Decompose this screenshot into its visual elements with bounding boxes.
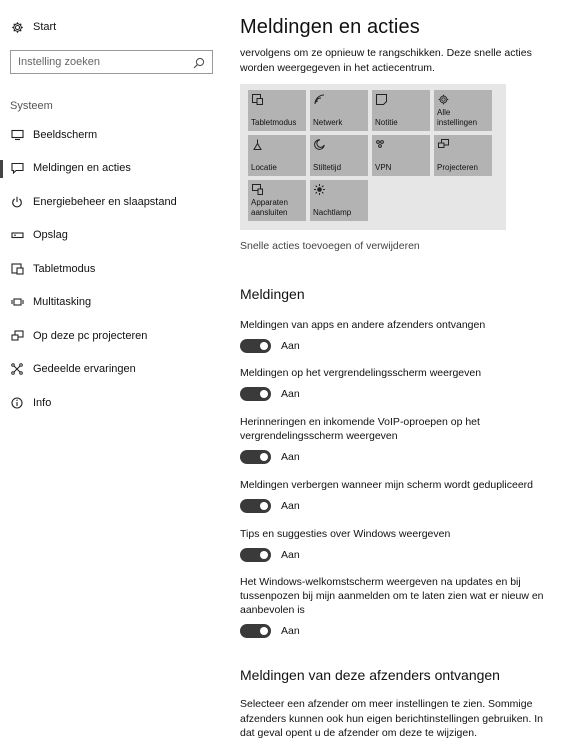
sidebar-item-label: Tabletmodus [33, 262, 96, 275]
display-icon [10, 128, 24, 142]
power-icon [10, 195, 24, 209]
sidebar-item-project[interactable] [0, 319, 222, 353]
quick-action-label: Locatie [251, 162, 277, 172]
search-icon[interactable] [193, 56, 205, 68]
setting-tips-suggestions [240, 527, 552, 562]
add-remove-quick-actions-link[interactable]: Snelle acties toevoegen of verwijderen [240, 240, 420, 252]
tablet-mode-icon [10, 262, 24, 276]
quick-action-label: Notitie [375, 117, 398, 127]
toggle-state: Aan [281, 500, 300, 512]
storage-icon [10, 228, 24, 242]
info-icon [10, 396, 24, 410]
setting-reminders-voip [240, 415, 552, 464]
sidebar-item-label: Multitasking [33, 296, 92, 309]
toggle-state: Aan [281, 451, 300, 463]
project-icon [10, 329, 24, 343]
page-title: Meldingen en acties [240, 16, 420, 38]
setting-label: Meldingen op het vergrendelingsscherm weergeven [240, 367, 482, 379]
toggle-switch[interactable] [240, 387, 271, 401]
start-label: Start [33, 21, 57, 33]
toggle-switch[interactable] [240, 499, 271, 513]
start-link[interactable] [10, 20, 56, 34]
toggle-state: Aan [281, 340, 300, 352]
sidebar-item-info[interactable] [0, 386, 222, 420]
sidebar-item-multitasking[interactable] [0, 286, 222, 320]
setting-label: Tips en suggesties over Windows weergeven [240, 528, 451, 540]
sidebar-item-tablet-mode[interactable] [0, 252, 222, 286]
night-light-icon [314, 184, 325, 195]
quick-action-label: Nachtlamp [313, 207, 352, 217]
sidebar-item-label: Opslag [33, 229, 68, 242]
quick-action-all-settings[interactable] [434, 90, 492, 131]
search-box[interactable] [10, 50, 213, 74]
sidebar-item-label: Energiebeheer en slaapstand [33, 195, 177, 208]
network-icon [314, 94, 325, 105]
senders-section-title: Meldingen van deze afzenders ontvangen [240, 667, 500, 683]
quick-action-location[interactable] [248, 135, 306, 176]
toggle-state: Aan [281, 388, 300, 400]
quick-action-quiet-hours[interactable] [310, 135, 368, 176]
quick-action-note[interactable] [372, 90, 430, 131]
sidebar-nav [0, 118, 222, 420]
setting-lockscreen-notifications [240, 366, 552, 401]
quick-action-label: VPN [375, 162, 392, 172]
sidebar-item-label: Info [33, 396, 52, 409]
quick-actions-grid [240, 84, 506, 230]
setting-app-notifications [240, 318, 552, 353]
settings-icon [438, 94, 449, 105]
quick-action-label: Tabletmodus [251, 117, 297, 127]
quick-action-connect[interactable] [248, 180, 306, 221]
quick-action-tablet-mode[interactable] [248, 90, 306, 131]
quick-action-label: Projecteren [437, 162, 478, 172]
toggle-state: Aan [281, 549, 300, 561]
search-input[interactable] [18, 56, 193, 68]
sidebar-item-notifications[interactable] [0, 152, 222, 186]
quick-action-night-light[interactable] [310, 180, 368, 221]
intro-text: vervolgens om ze opnieuw te rangschikken. Deze snelle acties worden weergegeven in het actiecentrum. [240, 47, 532, 74]
toggle-state: Aan [281, 625, 300, 637]
sidebar-item-storage[interactable] [0, 219, 222, 253]
quick-action-label: Alle instellingen [437, 108, 478, 127]
gear-icon [10, 20, 24, 34]
setting-label: Herinneringen en inkomende VoIP-oproepen op het vergrendelingsscherm weergeven [240, 416, 480, 442]
vpn-icon [376, 139, 387, 150]
location-icon [252, 139, 263, 150]
quick-action-label: Stiltetijd [313, 162, 342, 172]
shared-experiences-icon [10, 362, 24, 376]
toggle-switch[interactable] [240, 339, 271, 353]
setting-label: Het Windows-welkomstscherm weergeven na updates en bij tussenpozen bij mijn aanmelden om te laten zien wat er nieuw en aanbevolen is [240, 576, 544, 616]
sidebar-item-label: Gedeelde ervaringen [33, 363, 136, 376]
quick-action-project[interactable] [434, 135, 492, 176]
tablet-mode-icon [252, 94, 263, 105]
quick-action-network[interactable] [310, 90, 368, 131]
toggle-switch[interactable] [240, 548, 271, 562]
toggle-switch[interactable] [240, 450, 271, 464]
sidebar-item-label: Op deze pc projecteren [33, 329, 148, 342]
quick-action-vpn[interactable] [372, 135, 430, 176]
quick-action-label: Apparaten aansluiten [251, 198, 288, 217]
setting-welcome-experience [240, 575, 552, 638]
toggle-switch[interactable] [240, 624, 271, 638]
notifications-section-title: Meldingen [240, 286, 305, 302]
sidebar-item-label: Beeldscherm [33, 128, 98, 141]
sidebar-item-display[interactable] [0, 118, 222, 152]
note-icon [376, 94, 387, 105]
sidebar-item-power[interactable] [0, 185, 222, 219]
setting-hide-when-duplicating [240, 478, 552, 513]
sidebar-item-shared-experiences[interactable] [0, 353, 222, 387]
connect-icon [252, 184, 263, 195]
sidebar-item-label: Meldingen en acties [33, 162, 131, 175]
quiet-hours-icon [314, 139, 325, 150]
senders-description: Selecteer een afzender om meer instellingen te zien. Sommige afzenders kunnen ook hun eigen berichtinstellingen gebruiken. In dat geval opent u de afzender om deze te wijzigen. [240, 698, 543, 739]
notifications-icon [10, 161, 24, 175]
project-icon [438, 139, 449, 150]
sidebar [0, 0, 222, 750]
setting-label: Meldingen verbergen wanneer mijn scherm wordt gedupliceerd [240, 479, 533, 491]
setting-label: Meldingen van apps en andere afzenders ontvangen [240, 319, 486, 331]
multitasking-icon [10, 295, 24, 309]
section-label: Systeem [10, 100, 53, 112]
quick-action-label: Netwerk [313, 117, 343, 127]
